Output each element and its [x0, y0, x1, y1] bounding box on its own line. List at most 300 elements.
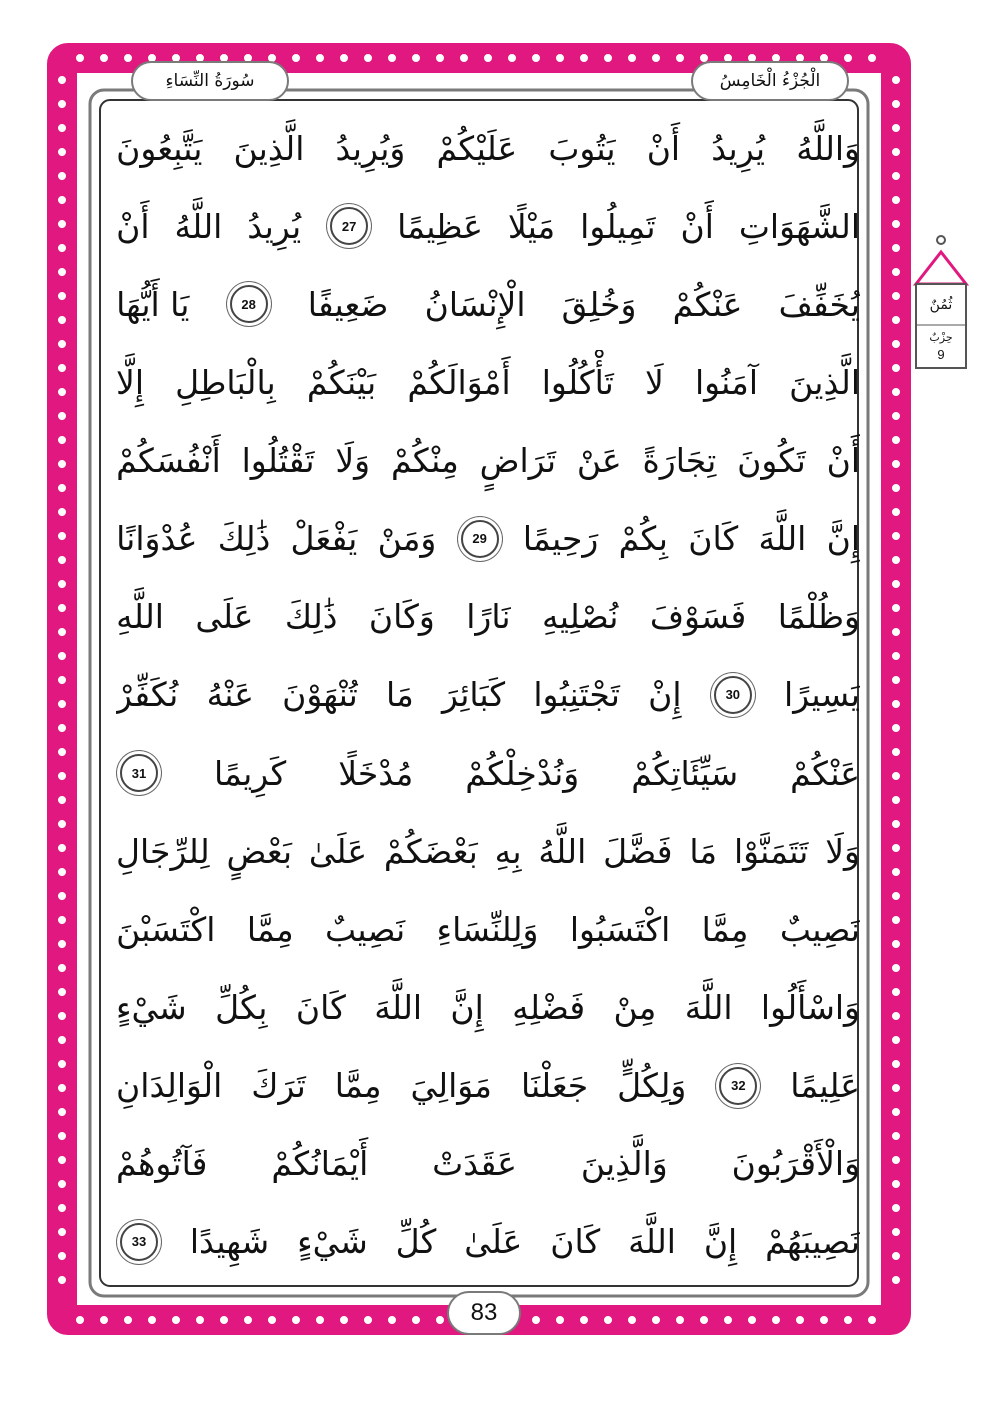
- word: يَسِيرًا: [784, 675, 860, 715]
- word: بِهِ: [494, 831, 522, 871]
- word: عَظِيمًا: [397, 206, 483, 246]
- border-ornament: [57, 459, 67, 469]
- word: نُكَفِّرْ: [116, 675, 179, 715]
- word: الشَّهَوَاتِ: [738, 206, 860, 246]
- text-line: [116, 429, 860, 493]
- border-ornament: [123, 53, 133, 63]
- border-ornament: [339, 1315, 349, 1325]
- border-ornament: [891, 411, 901, 421]
- border-ornament: [57, 291, 67, 301]
- word: كَرِيمًا: [213, 753, 287, 793]
- word: تُنْهَوْنَ: [282, 675, 358, 715]
- word: عَنْهُ: [206, 675, 254, 715]
- border-ornament: [891, 1275, 901, 1285]
- word: جَعَلْنَا: [520, 1066, 589, 1106]
- border-ornament: [891, 987, 901, 997]
- border-ornament: [57, 219, 67, 229]
- word: اللَّهِ: [116, 597, 164, 637]
- word: نَصِيبٌ: [325, 909, 406, 949]
- border-ornament: [891, 483, 901, 493]
- border-ornament: [747, 1315, 757, 1325]
- border-ornament: [57, 867, 67, 877]
- border-ornament: [57, 939, 67, 949]
- border-ornament: [57, 363, 67, 373]
- border-ornament: [891, 267, 901, 277]
- word: لِلرِّجَالِ: [116, 831, 210, 871]
- hizb-number: 9: [937, 346, 945, 362]
- text-line: [116, 350, 860, 414]
- border-ornament: [891, 1107, 901, 1117]
- word: عَنْكُمْ: [672, 284, 743, 324]
- border-ornament: [891, 459, 901, 469]
- word: يُرِيدُ: [247, 206, 302, 246]
- border-ornament: [891, 1035, 901, 1045]
- border-ornament: [57, 195, 67, 205]
- border-ornament: [57, 1131, 67, 1141]
- word: وَلِكُلٍّ: [617, 1066, 687, 1106]
- word: مِمَّا: [334, 1066, 382, 1106]
- border-ornament: [459, 53, 469, 63]
- text-line: [116, 1132, 860, 1196]
- word: مِمَّا: [701, 909, 749, 949]
- border-ornament: [57, 1059, 67, 1069]
- border-ornament: [57, 699, 67, 709]
- word: لَا: [645, 362, 664, 402]
- word: مُدْخَلًا: [338, 753, 414, 793]
- hizb-fraction-marker: ثُمُنٌ: [929, 297, 953, 313]
- border-ornament: [57, 1203, 67, 1213]
- border-ornament: [483, 53, 493, 63]
- border-ornament: [651, 1315, 661, 1325]
- word: يُرِيدُ: [711, 128, 766, 168]
- word: الْإِنْسَانُ: [424, 284, 526, 324]
- border-ornament: [891, 1083, 901, 1093]
- word: تَكُونَ: [737, 441, 806, 481]
- word: تَجْتَنِبُوا: [533, 675, 620, 715]
- border-ornament: [891, 675, 901, 685]
- text-line: [116, 976, 860, 1040]
- word: وَخُلِقَ: [561, 284, 637, 324]
- word: عَلَى: [195, 597, 254, 637]
- border-ornament: [57, 1275, 67, 1285]
- border-ornament: [57, 795, 67, 805]
- border-ornament: [891, 1155, 901, 1165]
- border-ornament: [603, 53, 613, 63]
- border-ornament: [531, 1315, 541, 1325]
- border-ornament: [57, 963, 67, 973]
- border-ornament: [675, 53, 685, 63]
- word: وَمَنْ: [377, 519, 437, 559]
- word: الْوَالِدَانِ: [116, 1066, 223, 1106]
- word: يُخَفِّفَ: [778, 284, 860, 324]
- border-ornament: [627, 53, 637, 63]
- word: نَصِيبَهُمْ: [765, 1222, 860, 1262]
- hizb-marker-dome: [916, 252, 966, 284]
- word: أَنْ: [826, 441, 860, 481]
- ayah-number-marker: 31: [120, 754, 158, 792]
- border-ornament: [891, 531, 901, 541]
- word: تَمِيلُوا: [580, 206, 656, 246]
- border-ornament: [435, 53, 445, 63]
- border-ornament: [891, 723, 901, 733]
- word: وَاسْأَلُوا: [760, 988, 860, 1028]
- border-ornament: [891, 771, 901, 781]
- word: اللَّهُ: [538, 831, 587, 871]
- ayah-number-marker: 30: [714, 676, 752, 714]
- word: ذَٰلِكَ: [217, 519, 271, 559]
- border-ornament: [57, 75, 67, 85]
- border-ornament: [891, 1059, 901, 1069]
- border-ornament: [891, 171, 901, 181]
- word: مَا: [689, 831, 718, 871]
- word: تَرَكَ: [251, 1066, 306, 1106]
- border-ornament: [57, 603, 67, 613]
- text-line: [116, 1054, 860, 1118]
- word: فَضْلِهِ: [512, 988, 586, 1028]
- word: مِمَّا: [246, 909, 294, 949]
- ayah-number-marker: 33: [120, 1223, 158, 1261]
- border-ornament: [579, 1315, 589, 1325]
- border-ornament: [57, 171, 67, 181]
- border-ornament: [57, 579, 67, 589]
- border-ornament: [57, 555, 67, 565]
- border-ornament: [363, 53, 373, 63]
- border-ornament: [723, 1315, 733, 1325]
- ayah-number-marker: 29: [461, 520, 499, 558]
- border-ornament: [891, 219, 901, 229]
- border-ornament: [867, 1315, 877, 1325]
- word: تَأْكُلُوا: [541, 362, 614, 402]
- border-ornament: [579, 53, 589, 63]
- border-ornament: [57, 1155, 67, 1165]
- border-ornament: [195, 1315, 205, 1325]
- border-ornament: [57, 99, 67, 109]
- word: تِجَارَةً: [642, 441, 717, 481]
- border-ornament: [243, 1315, 253, 1325]
- word: أَيْمَانُكُمْ: [271, 1144, 369, 1184]
- ayah-number-marker: 27: [330, 207, 368, 245]
- border-ornament: [819, 1315, 829, 1325]
- ayah-number-marker: 32: [719, 1067, 757, 1105]
- border-ornament: [57, 651, 67, 661]
- border-ornament: [339, 53, 349, 63]
- word: رَحِيمًا: [522, 519, 599, 559]
- word: إِنَّ: [703, 1222, 738, 1262]
- word: شَيْءٍ: [297, 1222, 368, 1262]
- word: فَآتُوهُمْ: [116, 1144, 208, 1184]
- border-ornament: [75, 53, 85, 63]
- border-ornament: [891, 387, 901, 397]
- border-ornament: [57, 267, 67, 277]
- border-ornament: [555, 53, 565, 63]
- border-ornament: [891, 195, 901, 205]
- border-ornament: [891, 147, 901, 157]
- word: كَبَائِرَ: [441, 675, 506, 715]
- text-line: [116, 819, 860, 883]
- border-ornament: [363, 1315, 373, 1325]
- word: اللَّهَ: [758, 519, 807, 559]
- word: اللَّهُ: [174, 206, 223, 246]
- word: كَانَ: [295, 988, 346, 1028]
- word: إِلَّا: [116, 362, 145, 402]
- border-ornament: [891, 891, 901, 901]
- border-ornament: [57, 771, 67, 781]
- border-ornament: [57, 435, 67, 445]
- word: سَيِّئَاتِكُمْ: [631, 753, 739, 793]
- word: مِنْكُمْ: [390, 441, 459, 481]
- border-ornament: [57, 483, 67, 493]
- border-ornament: [291, 53, 301, 63]
- border-ornament: [57, 627, 67, 637]
- border-ornament: [891, 747, 901, 757]
- border-ornament: [891, 939, 901, 949]
- border-ornament: [891, 507, 901, 517]
- border-ornament: [315, 1315, 325, 1325]
- word: شَيْءٍ: [116, 988, 187, 1028]
- word: أَمْوَالَكُمْ: [407, 362, 511, 402]
- word: عَنْ: [576, 441, 622, 481]
- border-ornament: [795, 1315, 805, 1325]
- word: أَنْفُسَكُمْ: [116, 441, 221, 481]
- border-ornament: [57, 411, 67, 421]
- border-ornament: [891, 579, 901, 589]
- border-ornament: [57, 1035, 67, 1045]
- word: وَكَانَ: [368, 597, 435, 637]
- word: وَلَا: [335, 441, 371, 481]
- word: اكْتَسَبُوا: [569, 909, 671, 949]
- word: مَوَالِيَ: [410, 1066, 492, 1106]
- word: نَارًا: [466, 597, 511, 637]
- border-ornament: [867, 53, 877, 63]
- word: عَقَدَتْ: [432, 1144, 517, 1184]
- border-ornament: [57, 1227, 67, 1237]
- border-ornament: [891, 867, 901, 877]
- border-ornament: [57, 147, 67, 157]
- border-ornament: [843, 53, 853, 63]
- border-ornament: [891, 1011, 901, 1021]
- border-ornament: [603, 1315, 613, 1325]
- word: وَظُلْمًا: [777, 597, 860, 637]
- border-ornament: [891, 1251, 901, 1261]
- word: وَلَا: [825, 831, 860, 871]
- text-line: [116, 1210, 860, 1274]
- surah-name-label: سُورَةُ النِّسَاءِ: [165, 71, 255, 91]
- word: الَّذِينَ: [789, 362, 860, 402]
- border-ornament: [891, 291, 901, 301]
- border-ornament: [891, 555, 901, 565]
- border-ornament: [651, 53, 661, 63]
- border-ornament: [891, 1227, 901, 1237]
- border-ornament: [123, 1315, 133, 1325]
- word: بِالْبَاطِلِ: [175, 362, 276, 402]
- border-ornament: [387, 1315, 397, 1325]
- border-ornament: [57, 123, 67, 133]
- border-ornament: [627, 1315, 637, 1325]
- border-ornament: [57, 1083, 67, 1093]
- border-ornament: [555, 1315, 565, 1325]
- border-ornament: [57, 723, 67, 733]
- border-ornament: [891, 339, 901, 349]
- border-ornament: [435, 1315, 445, 1325]
- word: تَقْتُلُوا: [241, 441, 315, 481]
- border-ornament: [891, 795, 901, 805]
- border-ornament: [891, 603, 901, 613]
- word: أَنْ: [680, 206, 714, 246]
- word: ذَٰلِكَ: [284, 597, 338, 637]
- border-ornament: [891, 963, 901, 973]
- text-line: [116, 272, 860, 336]
- border-ornament: [57, 531, 67, 541]
- border-ornament: [675, 1315, 685, 1325]
- border-ornament: [507, 53, 517, 63]
- word: فَضَّلَ: [603, 831, 673, 871]
- border-ornament: [891, 1203, 901, 1213]
- border-ornament: [891, 1131, 901, 1141]
- border-ornament: [411, 53, 421, 63]
- border-ornament: [291, 1315, 301, 1325]
- border-ornament: [57, 1011, 67, 1021]
- word: وَنُدْخِلْكُمْ: [465, 753, 580, 793]
- border-ornament: [57, 915, 67, 925]
- hizb-marker-finial: [937, 236, 945, 244]
- border-ornament: [267, 1315, 277, 1325]
- word: بَعْضَكُمْ: [383, 831, 478, 871]
- text-line: [116, 116, 860, 180]
- word: اللَّهَ: [684, 988, 733, 1028]
- border-ornament: [891, 915, 901, 925]
- word: مَا: [386, 675, 414, 715]
- border-ornament: [75, 1315, 85, 1325]
- border-ornament: [891, 651, 901, 661]
- text-line: [116, 194, 860, 258]
- border-ornament: [891, 627, 901, 637]
- word: يَفْعَلْ: [290, 519, 358, 559]
- border-ornament: [57, 1179, 67, 1189]
- word: يَا أَيُّهَا: [116, 284, 190, 324]
- word: عَلِيمًا: [790, 1066, 860, 1106]
- border-ornament: [147, 1315, 157, 1325]
- border-ornament: [57, 987, 67, 997]
- juz-name-label: الْجُزْءُ الْخَامِسُ: [719, 71, 821, 91]
- border-ornament: [891, 315, 901, 325]
- border-ornament: [219, 1315, 229, 1325]
- word: بَيْنَكُمْ: [306, 362, 377, 402]
- border-ornament: [315, 53, 325, 63]
- border-ornament: [57, 387, 67, 397]
- quran-text-block: [116, 116, 860, 1274]
- text-line: [116, 663, 860, 727]
- word: يَتُوبَ: [548, 128, 616, 168]
- border-ornament: [57, 339, 67, 349]
- border-ornament: [171, 1315, 181, 1325]
- word: كَانَ: [550, 1222, 601, 1262]
- word: عُدْوَانًا: [116, 519, 198, 559]
- border-ornament: [891, 1179, 901, 1189]
- border-ornament: [99, 1315, 109, 1325]
- word: إِنْ: [648, 675, 682, 715]
- word: اللَّهَ: [374, 988, 423, 1028]
- border-ornament: [57, 315, 67, 325]
- word: إِنَّ: [450, 988, 484, 1028]
- ayah-number-marker: 28: [230, 285, 268, 323]
- word: اللَّهَ: [628, 1222, 676, 1262]
- border-ornament: [891, 819, 901, 829]
- border-ornament: [57, 675, 67, 685]
- word: بِكُمْ: [618, 519, 668, 559]
- border-ornament: [57, 747, 67, 757]
- border-ornament: [531, 53, 541, 63]
- hizb-label: حِزْبٌ: [929, 330, 953, 344]
- word: وَيُرِيدُ: [335, 128, 406, 168]
- word: وَلِلنِّسَاءِ: [436, 909, 539, 949]
- word: كُلِّ: [395, 1222, 437, 1262]
- word: يَتَّبِعُونَ: [116, 128, 203, 168]
- word: الَّذِينَ: [233, 128, 305, 168]
- word: وَالْأَقْرَبُونَ: [731, 1144, 860, 1184]
- word: وَاللَّهُ: [796, 128, 860, 168]
- word: نَصِيبٌ: [779, 909, 860, 949]
- border-ornament: [57, 843, 67, 853]
- border-ornament: [699, 1315, 709, 1325]
- word: عَنْكُمْ: [790, 753, 860, 793]
- word: كَانَ: [688, 519, 739, 559]
- border-ornament: [891, 123, 901, 133]
- word: نُصْلِيهِ: [542, 597, 619, 637]
- word: بَعْضٍ: [226, 831, 293, 871]
- border-ornament: [57, 243, 67, 253]
- word: عَلَىٰ: [308, 831, 368, 871]
- word: اكْتَسَبْنَ: [116, 909, 216, 949]
- word: عَلَىٰ: [464, 1222, 523, 1262]
- page-number: 83: [470, 1299, 498, 1326]
- border-ornament: [99, 53, 109, 63]
- word: مِنْ: [613, 988, 657, 1028]
- word: أَنْ: [646, 128, 681, 168]
- word: تَتَمَنَّوْا: [733, 831, 809, 871]
- border-ornament: [891, 363, 901, 373]
- word: مَيْلًا: [507, 206, 556, 246]
- border-ornament: [891, 243, 901, 253]
- word: وَالَّذِينَ: [580, 1144, 668, 1184]
- text-line: [116, 897, 860, 961]
- border-ornament: [843, 1315, 853, 1325]
- border-ornament: [387, 53, 397, 63]
- border-ornament: [891, 75, 901, 85]
- text-line: [116, 585, 860, 649]
- border-ornament: [891, 843, 901, 853]
- word: بِكُلِّ: [215, 988, 268, 1028]
- word: شَهِيدًا: [189, 1222, 270, 1262]
- word: إِنَّ: [826, 519, 860, 559]
- word: عَلَيْكُمْ: [436, 128, 518, 168]
- border-ornament: [891, 699, 901, 709]
- border-ornament: [891, 435, 901, 445]
- word: آمَنُوا: [694, 362, 758, 402]
- text-line: [116, 741, 860, 805]
- word: أَنْ: [116, 206, 150, 246]
- word: ضَعِيفًا: [307, 284, 389, 324]
- border-ornament: [57, 891, 67, 901]
- border-ornament: [57, 1251, 67, 1261]
- border-ornament: [771, 1315, 781, 1325]
- border-ornament: [57, 1107, 67, 1117]
- border-ornament: [891, 99, 901, 109]
- border-ornament: [411, 1315, 421, 1325]
- text-line: [116, 507, 860, 571]
- word: تَرَاضٍ: [479, 441, 557, 481]
- word: فَسَوْفَ: [649, 597, 747, 637]
- border-ornament: [57, 507, 67, 517]
